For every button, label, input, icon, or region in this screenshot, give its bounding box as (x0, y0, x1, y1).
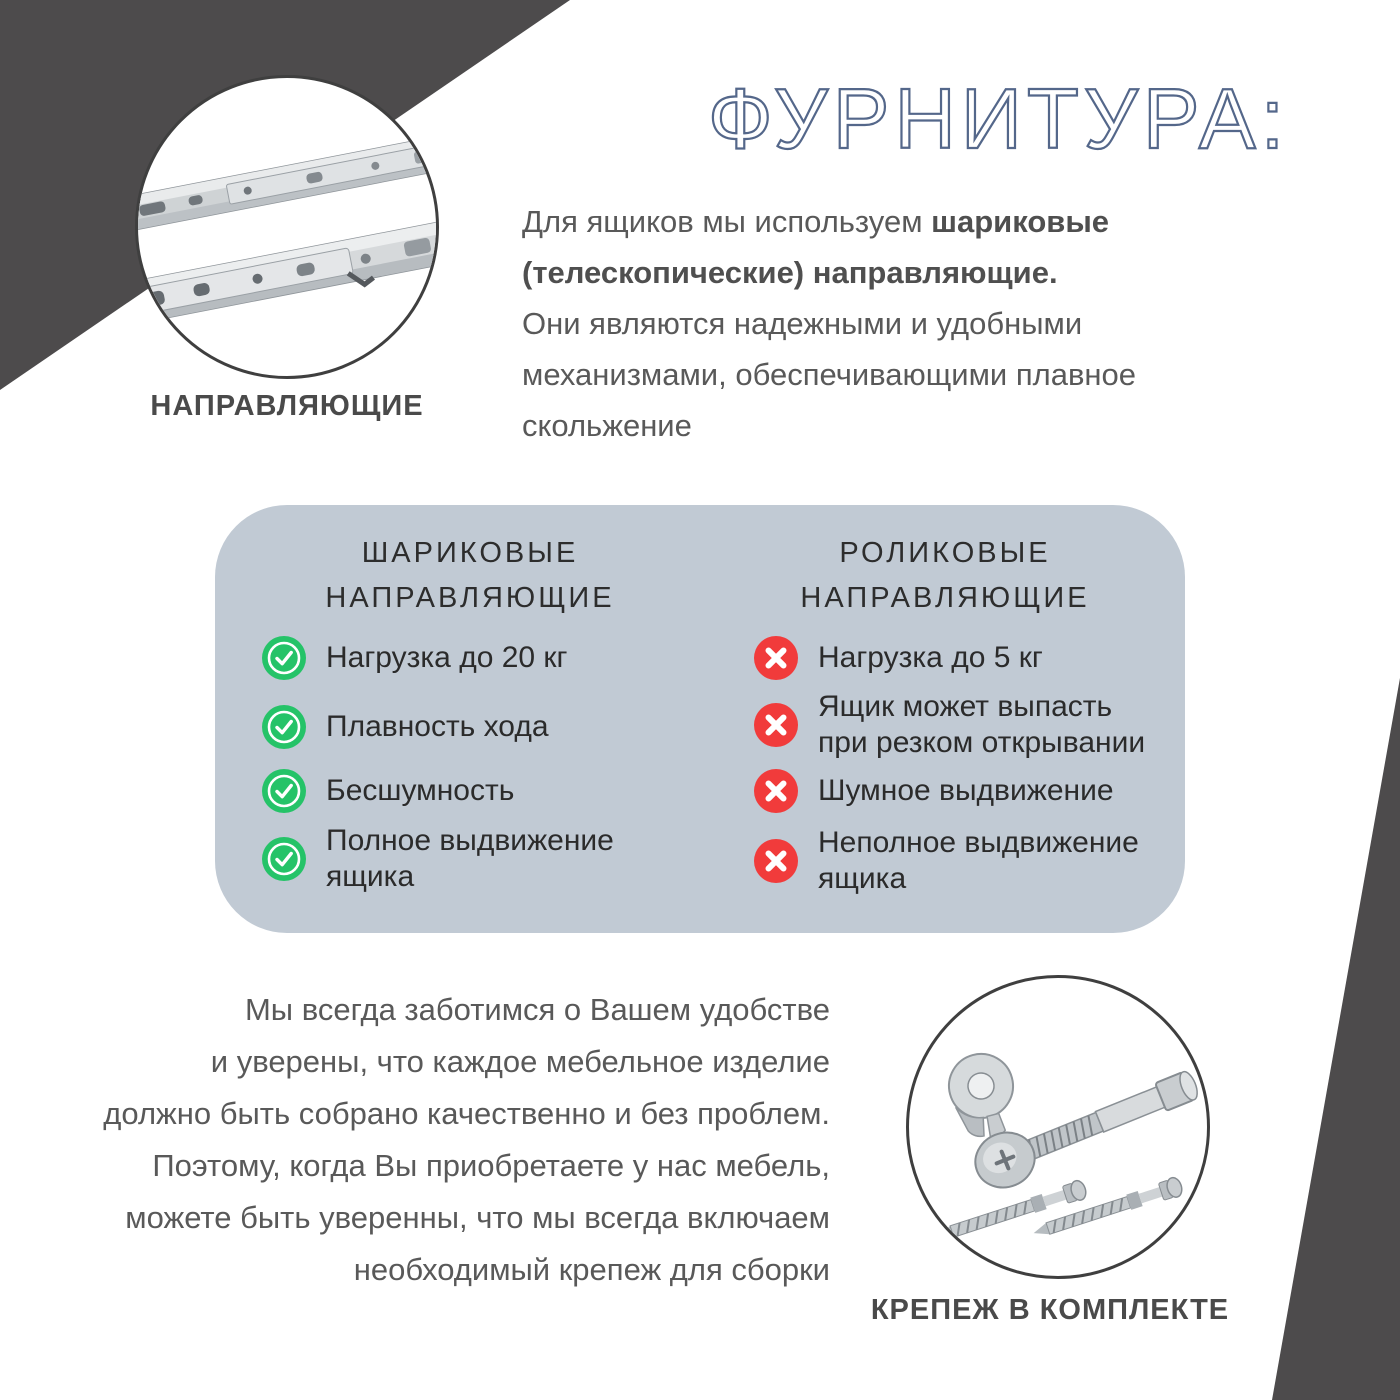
column-title-line: НАПРАВЛЯЮЩИЕ (325, 582, 615, 614)
pro-row (262, 705, 549, 749)
cross-icon (754, 839, 798, 883)
check-icon (262, 705, 306, 749)
cross-icon (754, 636, 798, 680)
intro-line: механизмами, обеспечивающими плавное (522, 357, 1137, 392)
pro-row (262, 769, 514, 813)
cam-lock-fitting (942, 1047, 1026, 1145)
intro-line1-bold: шариковые (931, 204, 1110, 239)
intro-line: (телескопические) направляющие. (522, 255, 1058, 290)
intro-line1-normal: Для ящиков мы используем (522, 204, 923, 239)
outro-line: Мы всегда заботимся о Вашем удобстве (244, 992, 830, 1027)
outro-paragraph (40, 984, 830, 1296)
column-title-line: ШАРИКОВЫЕ (361, 537, 579, 569)
euro-screw (1031, 1176, 1185, 1243)
lower-slide-rail (138, 219, 436, 332)
outro-line: необходимый крепеж для сборки (353, 1252, 830, 1287)
drawer-slides-label: НАПРАВЛЯЮЩИЕ (150, 390, 424, 422)
euro-screw (935, 1179, 1089, 1246)
drawer-slides-illustration (138, 78, 436, 376)
column-title-line: НАПРАВЛЯЮЩИЕ (800, 582, 1090, 614)
outro-line: должно быть собрано качественно и без проблем. (103, 1096, 830, 1131)
outro-line: Поэтому, когда Вы приобретаете у нас мебель, (152, 1148, 830, 1183)
pro-row (262, 636, 568, 680)
con-row (754, 825, 1139, 897)
check-icon (262, 769, 306, 813)
con-row (754, 769, 1114, 813)
fasteners-photo (906, 975, 1210, 1279)
cross-icon (754, 703, 798, 747)
intro-line: скольжение (522, 408, 692, 443)
bottom-right-dark-shape (1272, 678, 1400, 1400)
con-row-text: Нагрузка до 5 кг (818, 641, 1043, 674)
check-icon (262, 636, 306, 680)
upper-slide-rail (138, 133, 436, 233)
con-row-text: Ящик может выпасть при резком открывании (818, 690, 1146, 759)
fasteners-illustration (909, 978, 1207, 1276)
pro-row-text: Бесшумность (326, 774, 515, 807)
pro-row-text: Плавность хода (326, 710, 549, 743)
con-row (754, 636, 1043, 680)
comparison-card (215, 505, 1185, 933)
pro-row-text: Полное выдвижение ящика (326, 824, 614, 893)
con-row (754, 689, 1145, 761)
pro-row (262, 823, 614, 895)
con-row-text: Шумное выдвижение (818, 774, 1114, 807)
pro-row-text: Нагрузка до 20 кг (326, 641, 568, 674)
roller-slides-column-title (745, 531, 1145, 621)
cross-icon (754, 769, 798, 813)
drawer-slides-photo (135, 75, 439, 379)
column-title-line: РОЛИКОВЫЕ (839, 537, 1051, 569)
check-icon (262, 837, 306, 881)
page-title-block (700, 50, 1380, 175)
outro-line: можете быть уверенны, что мы всегда включаем (125, 1200, 830, 1235)
intro-paragraph (522, 196, 1222, 451)
intro-line: Они являются надежными и удобными (522, 306, 1083, 341)
outro-line: и уверены, что каждое мебельное изделие (210, 1044, 830, 1079)
page-title: ФУРНИТУРА: (708, 72, 1290, 167)
ball-slides-column-title (270, 531, 670, 621)
intro-line (522, 196, 1222, 247)
con-row-text: Неполное выдвижение ящика (818, 826, 1139, 895)
fasteners-label: КРЕПЕЖ В КОМПЛЕКТЕ (870, 1294, 1230, 1326)
